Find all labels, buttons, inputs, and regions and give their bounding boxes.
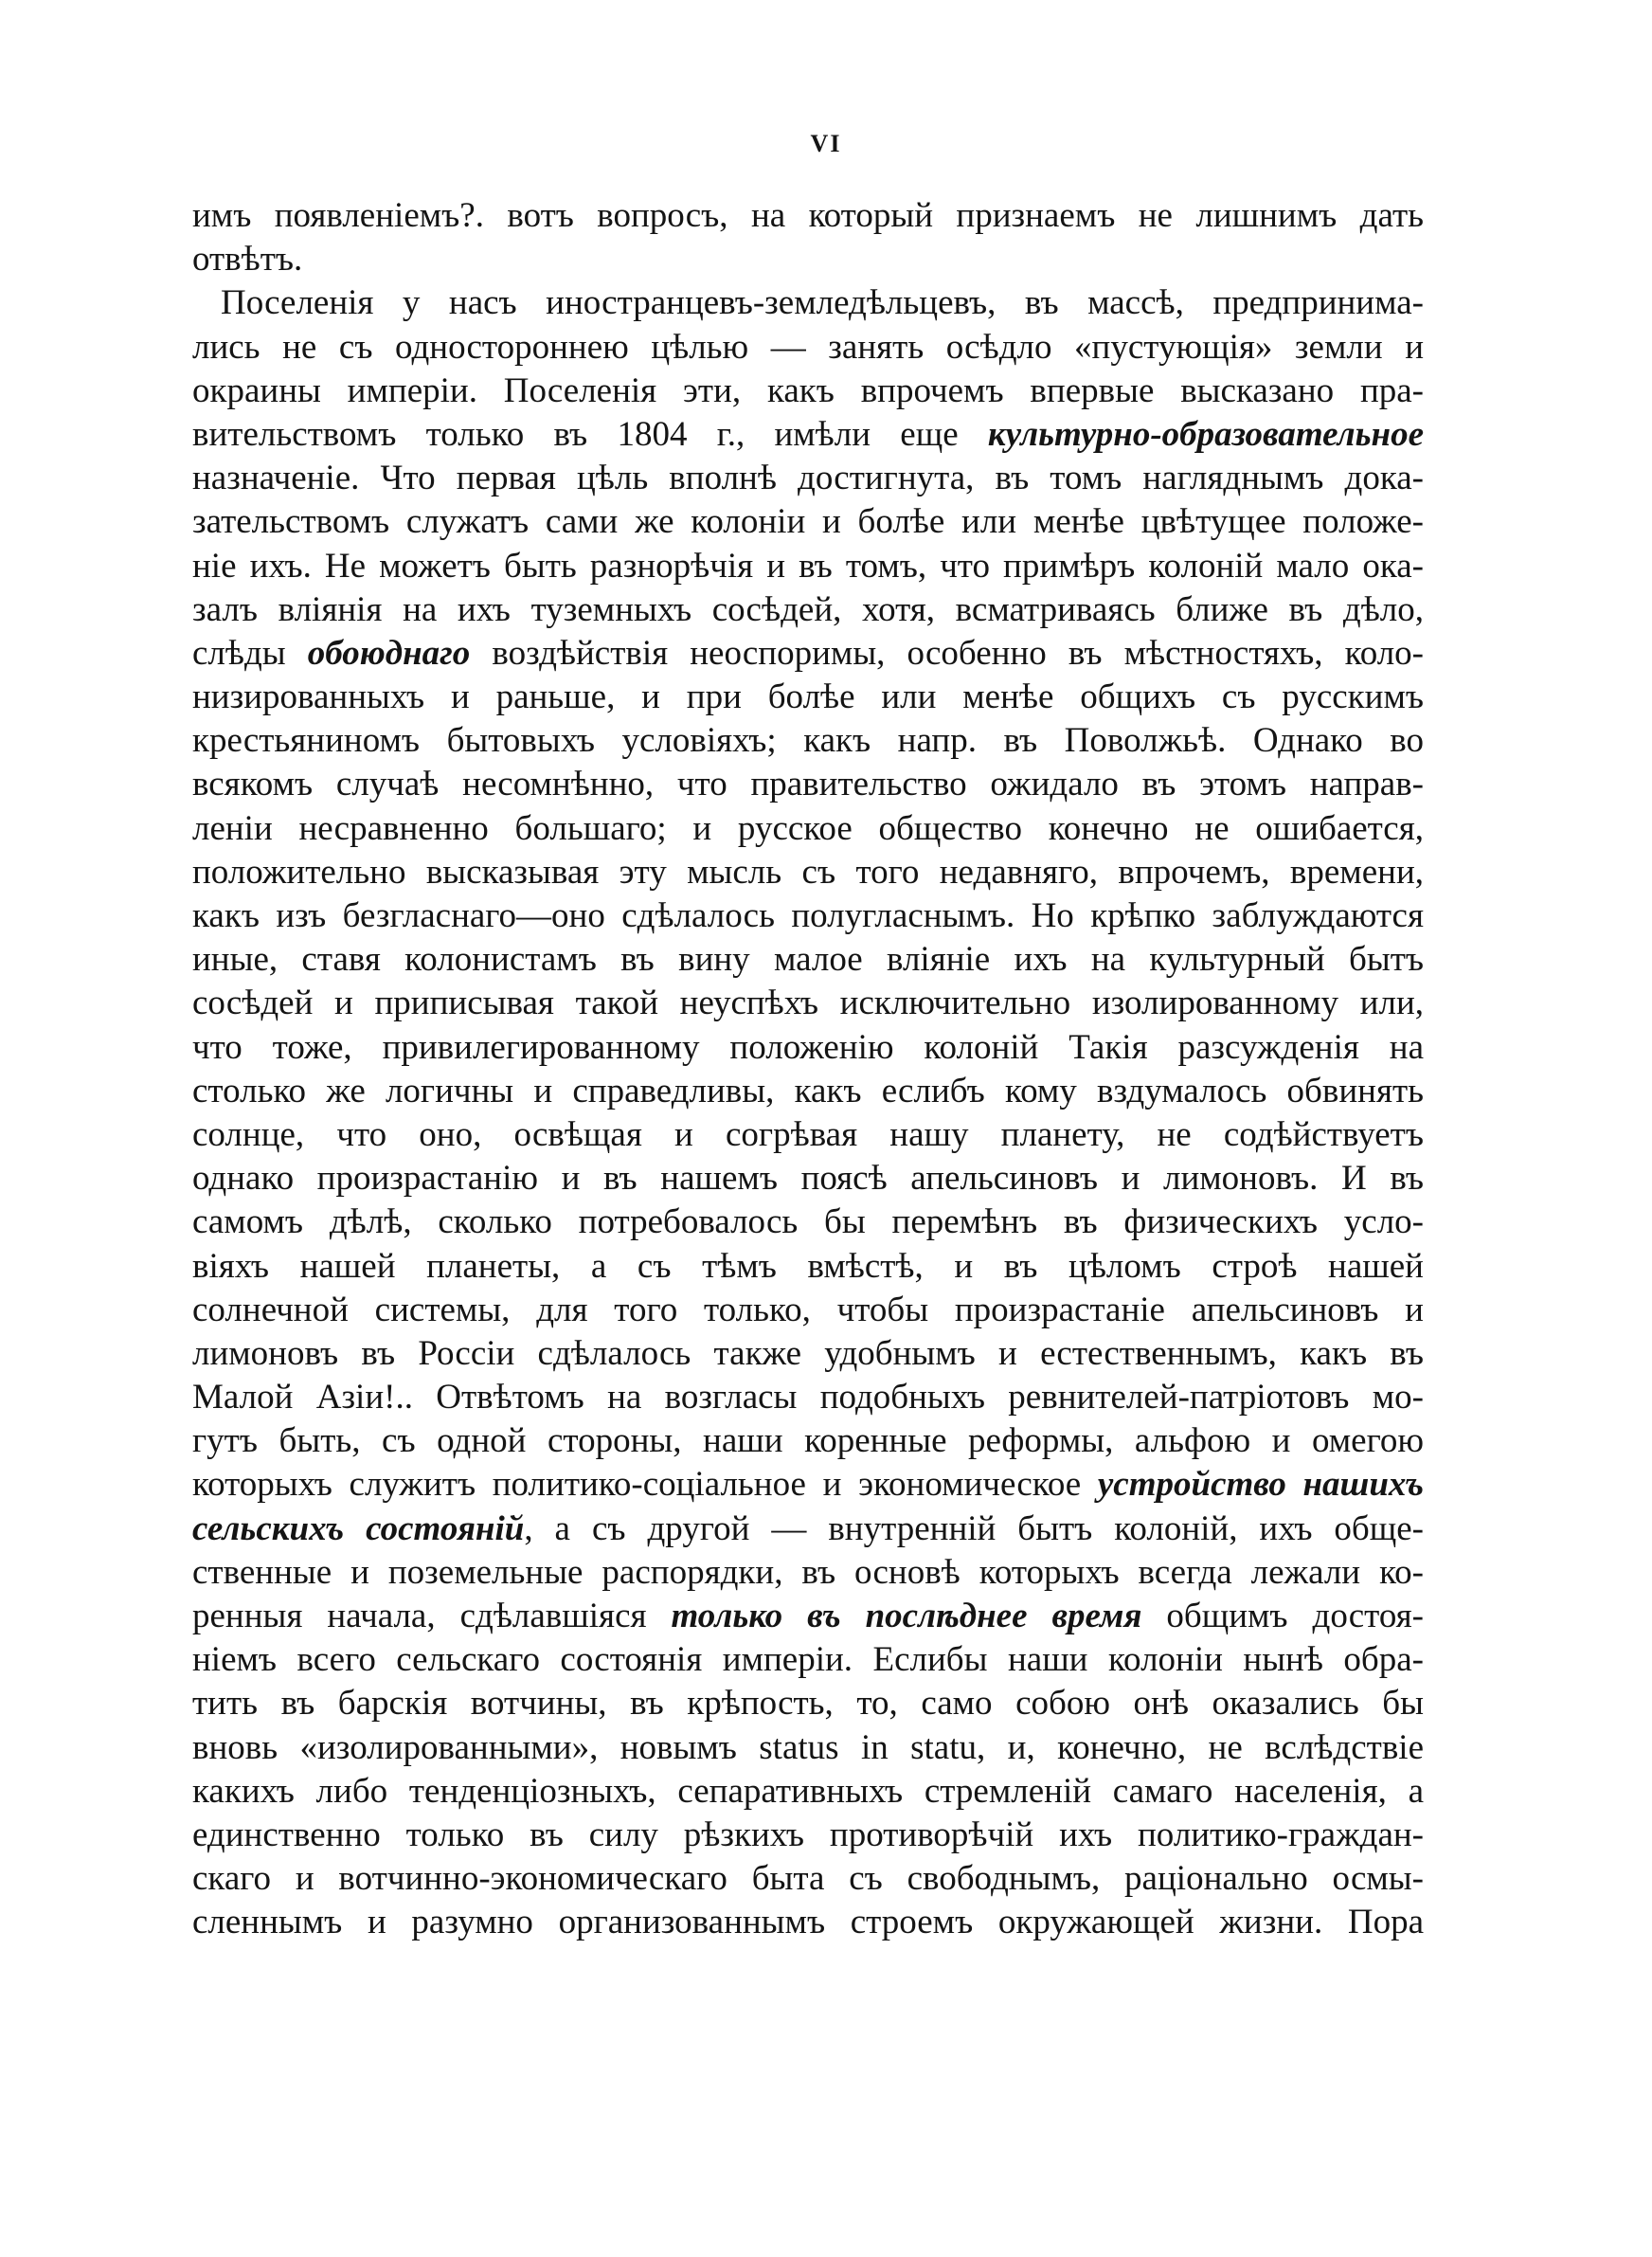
text-line (192, 1463, 1424, 1507)
text-line (192, 457, 1424, 500)
text-segment: положительно высказывая эту мысль съ того недавняго, впрочемъ, времени, (192, 852, 1424, 892)
text-line (192, 588, 1424, 632)
text-segment: крестьяниномъ бытовыхъ условіяхъ; какъ напр. въ Поволжьѣ. Однако во (192, 721, 1424, 761)
text-line (192, 413, 1424, 457)
emphasis-text: устройство нашихъ (1097, 1465, 1424, 1505)
emphasis-text: только въ послѣднее время (671, 1597, 1142, 1635)
text-line (192, 326, 1424, 370)
text-line (192, 1332, 1424, 1376)
text-segment: ственные и поземельные распорядки, въ основѣ которыхъ всегда лежали ко- (192, 1552, 1424, 1592)
text-segment: , а съ другой — внутренній бытъ колоній, ихъ обще- (524, 1508, 1424, 1548)
text-line (192, 1857, 1424, 1901)
text-segment: какихъ либо тенденціозныхъ, сепаративныхъ стремленій самаго населенія, а (192, 1771, 1424, 1811)
text-line (192, 763, 1424, 806)
text-line (192, 1289, 1424, 1332)
text-line (192, 281, 1424, 325)
text-line (192, 719, 1424, 763)
text-line (192, 1157, 1424, 1201)
text-segment: тить въ барскія вотчины, въ крѣпость, то, само собою онѣ оказались бы (192, 1684, 1424, 1724)
text-line (192, 1814, 1424, 1857)
text-line (192, 1682, 1424, 1725)
text-segment: единственно только въ силу рѣзкихъ противорѣчій ихъ политико-граждан- (192, 1815, 1424, 1854)
text-segment: ренныя начала, сдѣлавшіяся (192, 1597, 672, 1635)
text-segment: столько же логичны и справедливы, какъ еслибъ кому вздумалось обвинять (192, 1071, 1424, 1110)
text-segment: вновь «изолированными», новымъ status in statu, и, конечно, не вслѣдствіе (192, 1727, 1424, 1767)
text-segment: лимоновъ въ Россіи сдѣлалось также удобнымъ и естественнымъ, какъ въ (192, 1333, 1424, 1373)
text-segment: воздѣйствія неоспоримы, особенно въ мѣстностяхъ, коло- (470, 633, 1424, 673)
text-segment: гутъ быть, съ одной стороны, наши коренные реформы, альфою и омегою (192, 1421, 1424, 1461)
text-line (192, 1770, 1424, 1814)
text-segment: всякомъ случаѣ несомнѣнно, что правительство ожидало въ этомъ направ- (192, 765, 1424, 804)
text-segment: солнечной системы, для того только, чтобы произрастаніе апельсиновъ и (192, 1290, 1424, 1329)
text-line (192, 1245, 1424, 1289)
text-line (192, 1726, 1424, 1770)
text-line (192, 1638, 1424, 1682)
text-line (192, 545, 1424, 588)
text-line (192, 500, 1424, 544)
text-segment: что тоже, привилегированному положенію колоній Такія разсужденія на (192, 1027, 1424, 1067)
text-line (192, 851, 1424, 894)
text-line (192, 807, 1424, 851)
text-segment: назначеніе. Что первая цѣль вполнѣ достигнута, въ томъ нагляднымъ дока- (192, 459, 1424, 498)
text-segment: слѣды (192, 633, 308, 673)
text-segment: Поселенія у насъ иностранцевъ-земледѣльцевъ, въ массѣ, предпринима- (221, 283, 1424, 323)
text-segment: вительствомъ только въ 1804 г., имѣли еще (192, 414, 988, 454)
text-segment: общимъ достоя- (1141, 1597, 1425, 1635)
text-segment: окраины имперіи. Поселенія эти, какъ впрочемъ впервые высказано пра- (192, 370, 1424, 410)
text-segment: низированныхъ и раньше, и при болѣе или менѣе общихъ съ русскимъ (192, 677, 1424, 717)
text-segment: сосѣдей и приписывая такой неуспѣхъ исключительно изолированному или, (192, 984, 1424, 1023)
text-segment: самомъ дѣлѣ, сколько потребовалось бы перемѣнъ въ физическихъ усло- (192, 1202, 1424, 1242)
text-segment: какъ изъ безгласнаго—оно сдѣлалось полугласнымъ. Но крѣпко заблуждаются (192, 896, 1424, 935)
text-line (192, 1113, 1424, 1157)
page-number: VI (810, 130, 842, 157)
emphasis-text: обоюднаго (307, 633, 471, 673)
text-line (192, 194, 1424, 238)
text-line (192, 938, 1424, 982)
text-line (192, 1901, 1424, 1944)
text-segment: лись не съ одностороннею цѣлью — занять осѣдло «пустующія» земли и (192, 327, 1424, 367)
text-line (192, 1595, 1424, 1638)
text-line (192, 676, 1424, 719)
text-line (192, 1551, 1424, 1595)
text-line (192, 1070, 1424, 1113)
text-segment: сленнымъ и разумно организованнымъ строемъ окружающей жизни. Пора (192, 1903, 1424, 1942)
text-segment: ніемъ всего сельскаго состоянія имперіи. Еслибы наши колоніи нынѣ обра- (192, 1640, 1424, 1680)
text-segment: віяхъ нашей планеты, а съ тѣмъ вмѣстѣ, и въ цѣломъ строѣ нашей (192, 1246, 1424, 1286)
text-line (192, 1201, 1424, 1244)
text-segment: солнце, что оно, освѣщая и согрѣвая нашу планету, не содѣйствуетъ (192, 1114, 1424, 1154)
text-line (192, 894, 1424, 938)
text-segment: однако произрастанію и въ нашемъ поясѣ апельсиновъ и лимоновъ. И въ (192, 1159, 1424, 1199)
text-line (192, 1376, 1424, 1419)
text-segment: которыхъ служитъ политико-соціальное и экономическое (192, 1465, 1098, 1505)
body-text (192, 194, 1424, 1945)
emphasis-text: сельскихъ состояній (192, 1508, 525, 1548)
text-segment: Малой Азіи!.. Отвѣтомъ на возгласы подобныхъ ревнителей-патріотовъ мо- (192, 1378, 1424, 1417)
text-line (192, 1419, 1424, 1463)
text-segment: скаго и вотчинно-экономическаго быта съ свободнымъ, раціонально осмы- (192, 1859, 1424, 1899)
text-segment: иные, ставя колонистамъ въ вину малое вліяніе ихъ на культурный бытъ (192, 940, 1424, 980)
text-segment: леніи несравненно большаго; и русское общество конечно не ошибается, (192, 808, 1424, 848)
text-line (192, 632, 1424, 676)
text-segment: имъ появленіемъ?. вотъ вопросъ, на который признаемъ не лишнимъ дать (192, 196, 1424, 235)
text-segment: зательствомъ служатъ сами же колоніи и болѣе или менѣе цвѣтущее положе- (192, 502, 1424, 542)
text-line (192, 982, 1424, 1025)
text-segment: отвѣтъ. (192, 240, 303, 280)
text-line (192, 238, 1424, 281)
text-line (192, 1026, 1424, 1070)
text-segment: ніе ихъ. Не можетъ быть разнорѣчія и въ томъ, что примѣръ колоній мало ока- (192, 546, 1424, 586)
text-line (192, 370, 1424, 413)
text-segment: залъ вліянія на ихъ туземныхъ сосѣдей, хотя, всматриваясь ближе въ дѣло, (192, 589, 1424, 629)
emphasis-text: культурно-образовательное (987, 414, 1424, 454)
text-line (192, 1508, 1424, 1551)
